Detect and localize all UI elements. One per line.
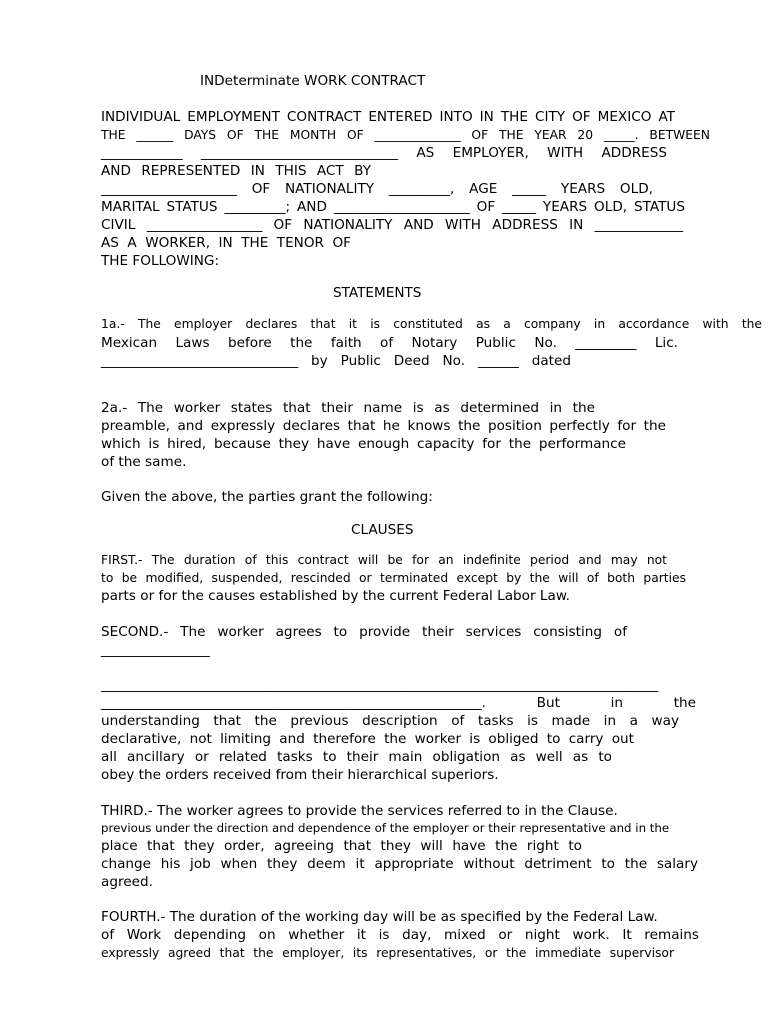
clause-second-line: understanding that the previous description of tasks is made in a way (101, 713, 679, 729)
intro-line: ____________________ OF NATIONALITY _________, AGE _____ YEARS OLD, (101, 181, 653, 197)
statements-heading: STATEMENTS (333, 285, 422, 301)
intro-line: AS A WORKER, IN THE TENOR OF (101, 235, 351, 251)
document-title: INDeterminate WORK CONTRACT (200, 73, 426, 89)
intro-line: THE FOLLOWING: (101, 253, 220, 269)
clause-second-line: SECOND.- The worker agrees to provide their services consisting of (101, 624, 627, 640)
statement-1-line: 1a.- The employer declares that it is constituted as a company in accordance with the (101, 317, 762, 331)
clause-first-line: FIRST.- The duration of this contract will be for an indefinite period and may not (101, 553, 667, 567)
statement-2-line: preamble, and expressly declares that he knows the position perfectly for the (101, 418, 666, 434)
clause-first-line: to be modified, suspended, rescinded or terminated except by the will of both parties (101, 571, 686, 585)
clause-third-line: THIRD.- The worker agrees to provide the services referred to in the Clause. (101, 803, 618, 819)
clause-first-line: parts or for the causes established by the current Federal Labor Law. (101, 588, 571, 604)
intro-line: THE ______ DAYS OF THE MONTH OF ______________ OF THE YEAR 20 _____. BETWEEN (101, 128, 710, 142)
statement-2-line: 2a.- The worker states that their name is as determined in the (101, 400, 595, 416)
statement-1-line: _____________________________ by Public Deed No. ______ dated (101, 353, 571, 369)
clauses-heading: CLAUSES (351, 522, 414, 538)
clause-second-line: ________________ (101, 642, 210, 658)
intro-line: INDIVIDUAL EMPLOYMENT CONTRACT ENTERED INTO IN THE CITY OF MEXICO AT (101, 109, 675, 125)
clause-second-line: all ancillary or related tasks to their main obligation as well as to (101, 749, 612, 765)
clause-second-line: ________________________________________________________. But in the (101, 695, 696, 711)
intro-line: ____________ _____________________________ AS EMPLOYER, WITH ADDRESS (101, 145, 667, 161)
statement-2-line: which is hired, because they have enough capacity for the performance (101, 436, 626, 452)
clause-third-line: change his job when they deem it appropriate without detriment to the salary (101, 856, 698, 872)
clause-third-line: previous under the direction and dependence of the employer or their representative and in the (101, 821, 670, 835)
clause-fourth-line: expressly agreed that the employer, its representatives, or the immediate supervisor (101, 946, 674, 960)
intro-line: AND REPRESENTED IN THIS ACT BY (101, 163, 371, 179)
statement-2-line: of the same. (101, 454, 187, 470)
clause-second-line: __________________________________________________________________________________ (101, 677, 659, 693)
intro-line: MARITAL STATUS _________; AND ____________________ OF _____ YEARS OLD, STATUS (101, 199, 685, 215)
clause-third-line: place that they order, agreeing that they will have the right to (101, 838, 582, 854)
clause-second-line: declarative, not limiting and therefore the worker is obliged to carry out (101, 731, 634, 747)
clause-fourth-line: FOURTH.- The duration of the working day will be as specified by the Federal Law. (101, 909, 658, 925)
intro-line: CIVIL _________________ OF NATIONALITY AND WITH ADDRESS IN _____________ (101, 217, 683, 233)
clause-fourth-line: of Work depending on whether it is day, mixed or night work. It remains (101, 927, 699, 943)
clause-second-line: obey the orders received from their hierarchical superiors. (101, 767, 499, 783)
given-line: Given the above, the parties grant the following: (101, 489, 433, 505)
clause-third-line: agreed. (101, 874, 153, 890)
statement-1-line: Mexican Laws before the faith of Notary Public No. _________ Lic. (101, 335, 678, 351)
